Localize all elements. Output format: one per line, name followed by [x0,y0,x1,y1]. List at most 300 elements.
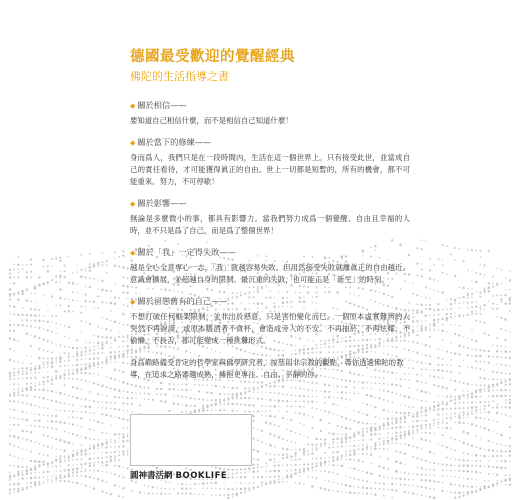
pattern-dot [483,291,485,293]
pattern-dot [488,386,491,389]
pattern-dot [81,389,83,391]
pattern-dot [475,272,477,274]
pattern-dot [446,427,449,430]
pattern-dot [509,299,512,302]
pattern-dot [505,373,507,375]
pattern-dot [488,449,490,451]
pattern-dot [450,254,452,256]
pattern-dot [504,395,506,397]
pattern-dot [21,477,23,479]
pattern-dot [13,435,16,438]
pattern-dot [18,378,20,380]
pattern-dot [350,445,351,446]
pattern-dot [446,308,448,310]
pattern-dot [22,307,24,309]
pattern-dot [102,407,104,409]
pattern-dot [89,366,91,368]
pattern-dot [60,277,62,279]
pattern-dot [412,313,414,315]
pattern-dot [480,437,481,438]
pattern-dot [21,324,23,326]
pattern-dot [501,379,503,381]
pattern-dot [454,396,456,398]
pattern-dot [14,492,15,493]
pattern-dot [345,454,347,456]
pattern-dot [68,360,70,362]
pattern-dot [433,453,434,454]
pattern-dot [399,426,402,429]
pattern-dot [118,266,120,268]
pattern-dot [43,320,45,322]
pattern-dot [299,471,301,473]
pattern-dot [76,372,78,374]
pattern-dot [320,439,322,441]
pattern-dot [68,337,69,338]
pattern-dot [496,474,498,476]
pattern-dot [345,455,346,456]
pattern-dot [26,439,28,441]
pattern-dot [207,487,209,489]
pattern-dot [13,324,15,326]
pattern-dot [324,442,326,444]
pattern-dot [278,425,280,427]
pattern-dot [84,453,86,455]
pattern-dot [106,439,107,440]
pattern-dot [463,390,464,391]
pattern-dot [379,442,380,443]
pattern-dot [60,459,61,460]
pattern-dot [9,424,10,425]
pattern-dot [421,312,423,314]
pattern-dot [484,274,486,276]
pattern-dot [299,395,301,397]
pattern-dot [505,379,507,381]
pattern-dot [114,460,116,462]
pattern-dot [17,391,19,393]
pattern-dot [454,399,455,400]
pattern-dot [459,287,461,289]
pattern-dot [17,436,20,439]
pattern-dot [307,468,309,470]
pattern-dot [110,329,112,331]
pattern-dot [501,444,503,446]
pattern-dot [425,308,427,310]
pattern-dot [127,363,129,365]
pattern-dot [345,386,347,388]
pattern-dot [93,462,95,464]
pattern-dot [181,396,183,398]
pattern-dot [509,383,511,385]
pattern-dot [505,414,507,416]
pattern-dot [454,300,456,302]
pattern-dot [114,337,115,338]
pattern-dot [450,371,452,373]
pattern-dot [9,464,11,466]
pattern-dot [341,434,342,435]
pattern-dot [160,400,162,402]
pattern-dot [102,394,103,395]
section-heading: 關於「我」一定得失敗—— [137,247,236,257]
pattern-dot [475,395,478,398]
pattern-dot [420,275,422,277]
pattern-dot [30,413,31,414]
pattern-dot [412,429,414,431]
pattern-dot [51,315,53,317]
pattern-dot [391,421,392,422]
pattern-dot [299,422,301,424]
pattern-dot [311,452,313,454]
pattern-dot [43,315,44,316]
pattern-dot [30,431,32,433]
pattern-dot [68,299,69,300]
pattern-dot [458,315,460,317]
pattern-dot [126,383,128,385]
pattern-dot [51,361,53,363]
pattern-dot [34,368,37,371]
pattern-dot [358,448,360,450]
pattern-dot [22,320,24,322]
pattern-dot [164,393,166,395]
pattern-dot [39,372,40,373]
pattern-dot [425,460,427,462]
diamond-bullet-icon: ◆ [130,102,136,110]
pattern-dot [395,420,397,422]
pattern-dot [266,415,267,416]
pattern-dot [76,387,78,389]
pattern-dot [17,490,20,493]
pattern-dot [396,393,398,395]
pattern-dot [59,260,61,262]
pattern-dot [38,365,40,367]
section-old-self [130,296,410,347]
pattern-dot [341,484,343,486]
pattern-dot [442,259,443,260]
pattern-dot [278,464,280,466]
pattern-dot [110,343,111,344]
pattern-dot [488,350,490,352]
pattern-dot [475,435,477,437]
pattern-dot [504,294,506,296]
pattern-dot [126,349,129,352]
pattern-dot [64,365,66,367]
pattern-dot [467,269,469,271]
pattern-dot [123,304,124,305]
pattern-dot [265,410,266,411]
pattern-dot [362,402,364,404]
pattern-dot [152,399,154,401]
pattern-dot [173,402,176,405]
pattern-dot [412,479,413,480]
pattern-dot [97,367,98,368]
pattern-dot [21,489,23,491]
pattern-dot [38,276,40,278]
pattern-dot [265,462,267,464]
pattern-dot [97,439,99,441]
pattern-dot [265,384,267,386]
pattern-dot [89,266,92,269]
pattern-dot [42,463,44,465]
pattern-dot [471,367,473,369]
pattern-dot [358,433,360,435]
pattern-dot [358,453,359,454]
pattern-dot [362,428,364,430]
pattern-dot [501,295,503,297]
pattern-dot [400,436,402,438]
pattern-dot [30,382,32,384]
pattern-dot [492,287,493,288]
pattern-dot [421,412,423,414]
pattern-dot [64,378,66,380]
pattern-dot [505,403,506,404]
pattern-dot [143,386,145,388]
pattern-dot [38,483,40,485]
pattern-dot [122,291,124,293]
pattern-dot [110,290,112,292]
pattern-dot [312,447,313,448]
pattern-dot [387,410,388,411]
pattern-dot [76,370,78,372]
pattern-dot [446,413,447,414]
pattern-dot [43,471,45,473]
pattern-dot [118,459,120,461]
pattern-dot [186,411,188,413]
pattern-dot [64,384,66,386]
pattern-dot [480,391,482,393]
pattern-dot [492,395,494,397]
pattern-dot [72,416,74,418]
pattern-dot [261,430,263,432]
pattern-dot [500,317,502,319]
pattern-dot [165,488,167,490]
pattern-dot [51,479,52,480]
pattern-dot [303,424,304,425]
pattern-dot [479,368,481,370]
pattern-dot [480,486,481,487]
pattern-dot [118,336,120,338]
pattern-dot [459,402,461,404]
pattern-dot [17,313,19,315]
pattern-dot [22,314,24,316]
pattern-dot [231,393,233,395]
pattern-dot [76,353,78,355]
pattern-dot [64,360,65,361]
pattern-dot [450,470,452,472]
pattern-dot [232,473,234,475]
pattern-dot [480,396,482,398]
pattern-dot [122,354,125,357]
pattern-dot [441,408,444,411]
pattern-dot [211,385,212,386]
pattern-dot [22,367,24,369]
pattern-dot [43,377,45,379]
pattern-dot [76,455,77,456]
pattern-dot [68,395,70,397]
pattern-dot [395,450,397,452]
pattern-dot [22,268,24,270]
pattern-dot [429,258,431,260]
pattern-dot [59,304,61,306]
pattern-dot [450,298,452,300]
pattern-dot [446,370,448,372]
pattern-dot [509,445,511,447]
pattern-dot [454,380,456,382]
pattern-dot [114,473,116,475]
pattern-dot [383,399,385,401]
pattern-dot [463,302,464,303]
pattern-dot [295,449,296,450]
pattern-dot [22,378,24,380]
pattern-dot [408,473,410,475]
pattern-dot [110,402,112,404]
pattern-dot [404,412,406,414]
pattern-dot [81,436,82,437]
pattern-dot [93,301,95,303]
pattern-dot [127,436,128,437]
pattern-dot [101,341,103,343]
pattern-dot [476,392,477,393]
pattern-dot [9,273,11,275]
pattern-dot [38,357,41,360]
pattern-dot [123,427,124,428]
pattern-dot [273,481,275,483]
pattern-dot [471,479,473,481]
pattern-dot [59,344,61,346]
pattern-dot [408,479,410,481]
pattern-dot [458,334,460,336]
pattern-dot [353,492,355,494]
pattern-dot [467,354,469,356]
pattern-dot [101,422,103,424]
pattern-dot [492,401,494,403]
pattern-dot [13,277,15,279]
pattern-dot [484,388,486,390]
pattern-dot [240,472,241,473]
pattern-dot [261,415,263,417]
pattern-dot [358,469,360,471]
pattern-dot [106,407,108,409]
pattern-dot [114,416,115,417]
pattern-dot [114,361,115,362]
pattern-dot [421,420,422,421]
pattern-dot [248,404,251,407]
pattern-dot [417,432,418,433]
pattern-dot [9,489,11,491]
pattern-dot [429,363,432,366]
pattern-dot [98,407,99,408]
pattern-dot [504,350,507,353]
pattern-dot [425,401,426,402]
pattern-dot [467,453,469,455]
pattern-dot [34,388,36,390]
pattern-dot [480,305,481,306]
pattern-dot [458,297,460,299]
pattern-dot [34,477,36,479]
pattern-dot [47,340,49,342]
pattern-dot [379,482,381,484]
pattern-dot [244,381,246,383]
pattern-dot [223,494,225,496]
pattern-dot [240,394,241,395]
pattern-dot [500,328,502,330]
pattern-dot [202,384,203,385]
pattern-dot [34,468,36,470]
pattern-dot [416,275,418,277]
pattern-dot [269,482,271,484]
pattern-dot [257,476,259,478]
pattern-dot [404,395,406,397]
pattern-dot [139,386,141,388]
pattern-dot [122,418,125,421]
pattern-dot [106,357,108,359]
pattern-dot [505,381,507,383]
pattern-dot [106,456,108,458]
pattern-dot [13,313,15,315]
pattern-dot [101,352,103,354]
pattern-dot [505,484,506,485]
pattern-dot [320,430,322,432]
pattern-dot [505,399,507,401]
pattern-dot [18,418,19,419]
pattern-dot [265,476,267,478]
pattern-dot [9,305,11,307]
pattern-dot [509,373,511,375]
pattern-dot [123,410,124,411]
pattern-dot [412,433,414,435]
pattern-dot [22,458,24,460]
pattern-dot [387,432,389,434]
pattern-dot [475,349,477,351]
pattern-dot [248,397,250,399]
pattern-dot [458,407,460,409]
pattern-dot [450,428,452,430]
pattern-dot [333,441,334,442]
pattern-dot [51,447,53,449]
pattern-dot [391,402,393,404]
pattern-dot [17,394,19,396]
pattern-dot [446,464,448,466]
pattern-dot [345,459,347,461]
pattern-dot [500,298,502,300]
pattern-dot [98,446,99,447]
pattern-dot [374,406,376,408]
pattern-dot [63,422,65,424]
pattern-dot [479,250,481,252]
pattern-dot [463,452,465,454]
pattern-dot [144,484,146,486]
pattern-dot [505,289,506,290]
pattern-dot [14,294,15,295]
pattern-dot [337,442,338,443]
pattern-dot [475,460,477,462]
pattern-dot [35,413,36,414]
pattern-dot [118,351,120,353]
pattern-dot [387,400,389,402]
pattern-dot [404,437,405,438]
pattern-dot [333,482,335,484]
pattern-dot [496,480,497,481]
pattern-dot [476,402,477,403]
pattern-dot [101,490,103,492]
pattern-dot [60,378,61,379]
pattern-dot [274,458,276,460]
pattern-dot [219,399,221,401]
pattern-dot [345,427,348,430]
pattern-dot [219,488,221,490]
pattern-dot [463,346,465,348]
pattern-dot [89,286,91,288]
pattern-dot [299,482,301,484]
pattern-dot [21,430,23,432]
